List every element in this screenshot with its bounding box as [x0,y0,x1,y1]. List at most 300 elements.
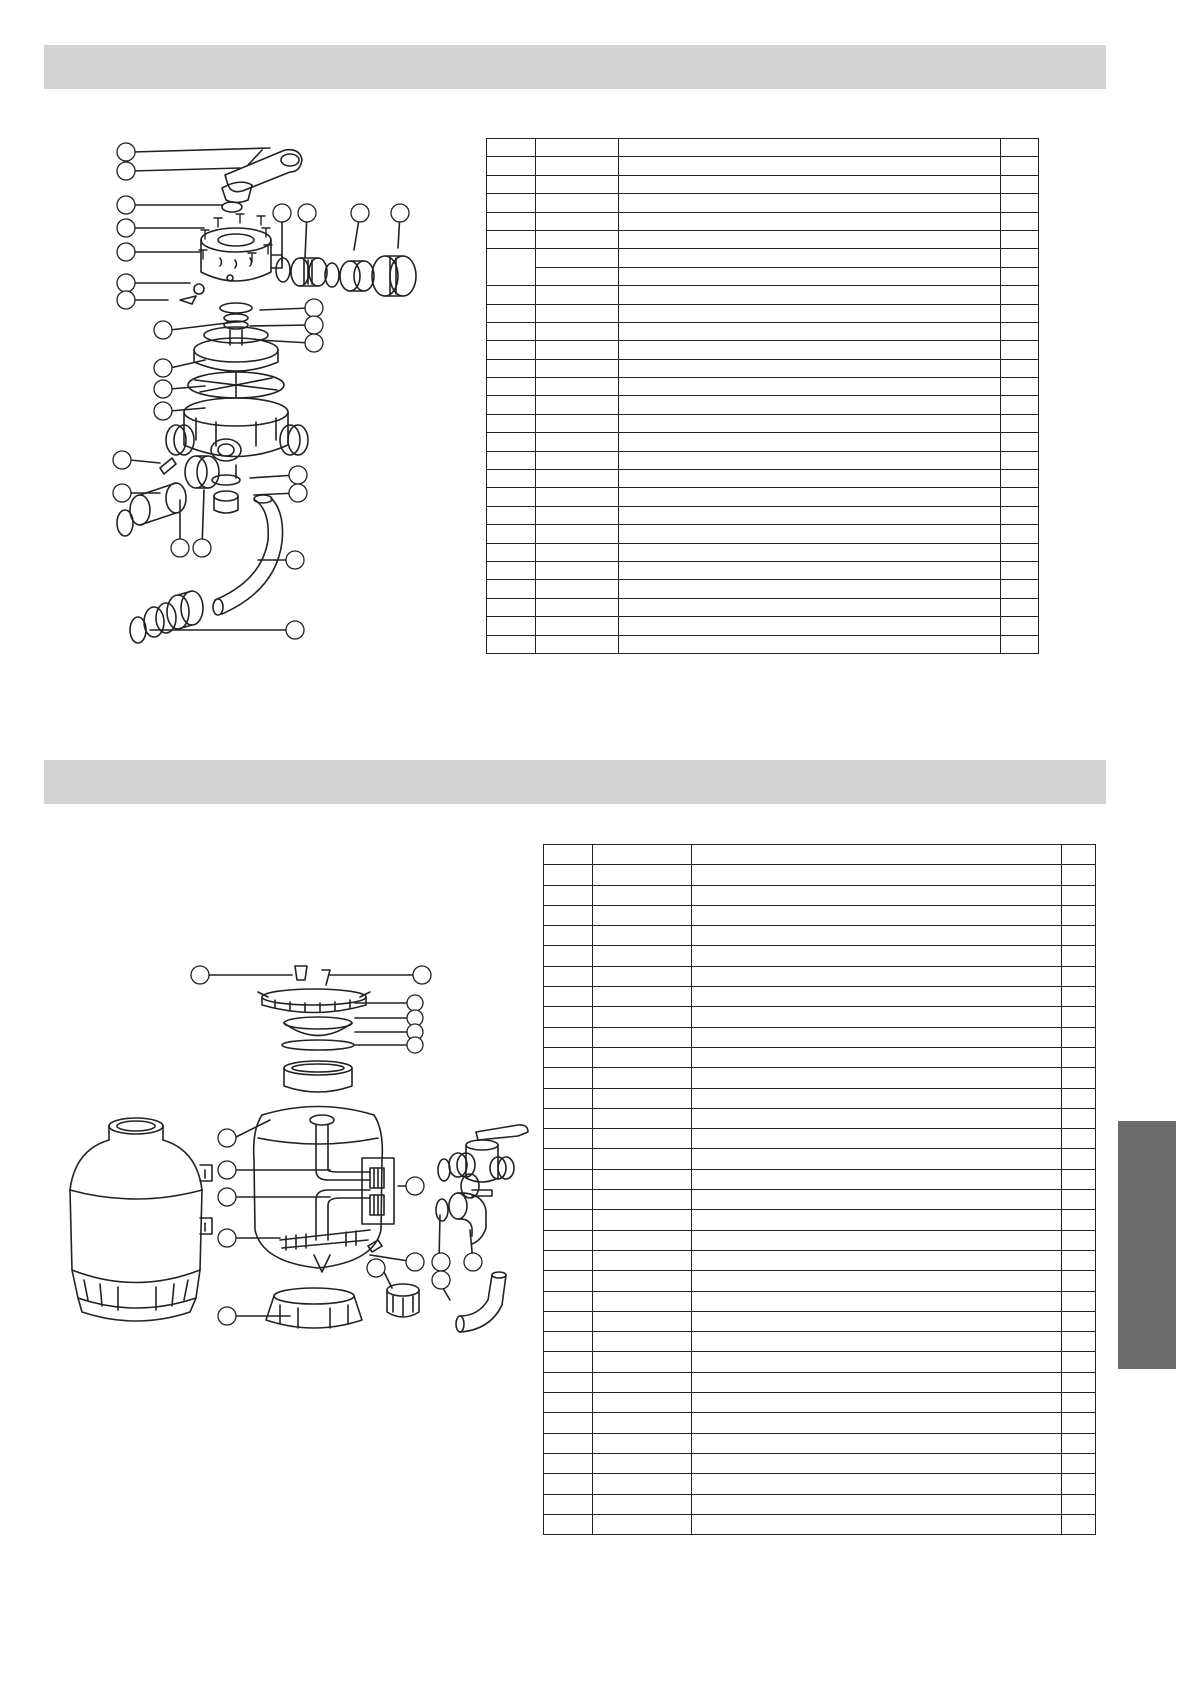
table-cell [691,1474,1062,1494]
table-cell [1001,157,1039,175]
table-cell [535,506,618,524]
table-cell [1001,506,1039,524]
oring-valve-1 [438,1159,450,1181]
tank-lid [258,989,370,1013]
table-header-row [544,845,1096,865]
table-cell [487,322,536,340]
table-cell [592,1068,691,1088]
table-cell [618,617,1001,635]
table-row [544,1007,1096,1027]
table-cell [618,598,1001,616]
table-row [544,1088,1096,1108]
table-cell [487,139,536,157]
table-row [487,341,1039,359]
table-cell [618,433,1001,451]
table-row [544,1169,1096,1189]
table-cell [592,905,691,925]
table-cell [1001,194,1039,212]
table-row [544,1372,1096,1392]
table-cell [618,304,1001,322]
table-row [487,175,1039,193]
table-cell [544,1149,593,1169]
table-cell [691,1149,1062,1169]
table-cell [1062,1129,1096,1149]
table-cell [487,470,536,488]
table-row [544,1190,1096,1210]
table-cell [691,946,1062,966]
table-cell [535,561,618,579]
table-cell [535,267,618,285]
table-cell [691,865,1062,885]
table-cell [592,1271,691,1291]
table-cell [544,1250,593,1270]
table-cell [535,488,618,506]
table-cell [691,1514,1062,1534]
leader-line [132,148,270,152]
table-cell [535,194,618,212]
table-cell [618,322,1001,340]
table-cell [535,322,618,340]
table-cell [544,1210,593,1230]
table-cell [535,230,618,248]
table-cell [535,139,618,157]
union-nut-right [372,256,416,296]
table-row [544,1494,1096,1514]
table-cell [544,1007,593,1027]
table-cell [691,1007,1062,1027]
table-cell [592,1372,691,1392]
table-row [544,1453,1096,1473]
table-row [544,1271,1096,1291]
table-cell [544,1088,593,1108]
table-cell [535,175,618,193]
table-cell [544,1271,593,1291]
table-cell [618,561,1001,579]
table-cell [1001,139,1039,157]
table-row [544,1250,1096,1270]
table-row [544,1514,1096,1534]
leader-line [170,408,205,411]
table-cell [691,926,1062,946]
table-cell [535,249,618,267]
table-cell [535,598,618,616]
table-cell [618,451,1001,469]
table-cell [535,451,618,469]
table-cell [592,1027,691,1047]
table-row [544,1311,1096,1331]
table-cell [544,1047,593,1067]
table-cell [487,635,536,653]
table-cell [535,414,618,432]
table-cell [691,1291,1062,1311]
table-cell [1062,1332,1096,1352]
table-row [487,230,1039,248]
table-cell [618,506,1001,524]
table-cell [691,1129,1062,1149]
table-cell [618,488,1001,506]
table-cell [592,987,691,1007]
table-row [487,433,1039,451]
table-row [544,1474,1096,1494]
table-row [544,1210,1096,1230]
table-row [487,194,1039,212]
table-cell [691,1230,1062,1250]
table-cell [592,1433,691,1453]
table-cell [535,580,618,598]
pipe-connector-right [340,261,374,291]
table-cell [1062,845,1096,865]
table-cell [592,1311,691,1331]
table-cell [592,1007,691,1027]
table-cell [691,1372,1062,1392]
table-cell [691,1047,1062,1067]
leader-line [132,168,240,171]
table-cell [1001,451,1039,469]
table-cell [544,1230,593,1250]
table-cell [535,341,618,359]
table-header-row [487,139,1039,157]
tank-body [254,1107,383,1269]
table-cell [592,1413,691,1433]
table-cell [618,359,1001,377]
table-cell [487,194,536,212]
table-row [487,414,1039,432]
table-cell [535,378,618,396]
table-cell [487,230,536,248]
table-cell [592,1047,691,1067]
oring-bottom [212,475,240,485]
table-cell [544,1332,593,1352]
parts-table-valve [486,138,1039,654]
table-cell [1001,488,1039,506]
table-cell [691,1027,1062,1047]
table-cell [487,378,536,396]
table-cell [487,617,536,635]
table-cell [544,885,593,905]
table-cell [1062,1474,1096,1494]
table-row [487,267,1039,285]
laterals-assembly [280,1125,370,1272]
table-row [544,1393,1096,1413]
table-row [544,966,1096,986]
table-cell [1001,433,1039,451]
table-cell [535,525,618,543]
table-row [544,1230,1096,1250]
table-row [544,885,1096,905]
table-cell [592,845,691,865]
tank-base [266,1288,362,1328]
table-cell [592,1250,691,1270]
table-cell [592,1453,691,1473]
table-cell [535,212,618,230]
table-cell [1001,378,1039,396]
table-cell [618,543,1001,561]
table-cell [691,1210,1062,1230]
table-cell [1001,580,1039,598]
table-row [487,561,1039,579]
table-row [487,249,1039,267]
table-cell [618,212,1001,230]
table-cell [1001,175,1039,193]
table-row [487,378,1039,396]
table-cell [1062,1230,1096,1250]
table-cell [487,561,536,579]
table-cell [592,966,691,986]
table-cell [592,946,691,966]
leader-line [130,460,160,463]
table-cell [1062,926,1096,946]
table-cell [691,1453,1062,1473]
table-cell [691,1352,1062,1372]
table-cell [1062,1453,1096,1473]
table-cell [618,175,1001,193]
table-cell [592,1352,691,1372]
filter-exploded-diagram [70,966,528,1332]
table-cell [691,1413,1062,1433]
bottom-connector [214,491,238,513]
table-row [544,905,1096,925]
table-cell [487,433,536,451]
table-cell [618,249,1001,267]
table-row [544,1068,1096,1088]
table-cell [1001,635,1039,653]
table-cell [1062,1271,1096,1291]
table-cell [1062,1169,1096,1189]
table-cell [592,1169,691,1189]
table-cell [1001,267,1039,285]
table-cell [1062,1047,1096,1067]
table-row [544,1413,1096,1433]
table-row [487,396,1039,414]
table-cell [1062,1393,1096,1413]
table-cell [618,580,1001,598]
table-row [544,1129,1096,1149]
table-cell [1062,946,1096,966]
table-cell [1062,1514,1096,1534]
lid-insert [284,1017,352,1036]
table-cell [1062,1088,1096,1108]
table-cell [1001,249,1039,267]
table-cell [618,341,1001,359]
table-cell [1062,1433,1096,1453]
table-cell [535,635,618,653]
table-row [544,1433,1096,1453]
table-row [487,543,1039,561]
pipe-connector-bottom [144,603,176,637]
table-cell [691,885,1062,905]
table-cell [618,470,1001,488]
table-cell [618,378,1001,396]
table-cell [1001,322,1039,340]
oring-valve-2 [436,1199,448,1221]
table-cell [487,304,536,322]
table-cell [544,865,593,885]
table-cell [618,157,1001,175]
table-cell [691,1169,1062,1189]
oring-right-1 [276,258,290,282]
internal-oring-1 [220,303,252,313]
table-cell [691,1108,1062,1128]
table-cell [487,212,536,230]
table-cell [592,1129,691,1149]
table-cell [544,905,593,925]
table-row [487,525,1039,543]
table-cell [1001,396,1039,414]
table-cell [691,1068,1062,1088]
table-row [487,488,1039,506]
table-cell [1062,885,1096,905]
leader-line [250,325,310,326]
table-row [487,617,1039,635]
oring-bottom-left [130,617,146,643]
table-cell [592,1514,691,1534]
table-cell [691,1433,1062,1453]
table-cell [691,845,1062,865]
table-row [544,1352,1096,1372]
table-cell [535,396,618,414]
table-cell [592,1210,691,1230]
table-row [487,157,1039,175]
table-cell [544,1494,593,1514]
table-cell [544,1393,593,1413]
table-cell [1062,1210,1096,1230]
table-cell [487,341,536,359]
table-cell [535,470,618,488]
table-row [487,580,1039,598]
table-row [544,1291,1096,1311]
table-cell [1062,1190,1096,1210]
table-cell [618,230,1001,248]
table-cell [487,414,536,432]
table-cell [592,865,691,885]
table-cell [535,304,618,322]
table-row [487,322,1039,340]
table-cell [1062,1250,1096,1270]
table-cell [1001,341,1039,359]
table-cell [1062,1068,1096,1088]
valve-exploded-diagram [113,143,416,643]
valve-cover [201,228,282,281]
table-cell [487,525,536,543]
lid-oring [282,1040,354,1050]
parts-table-filter [543,844,1096,1535]
table-cell [592,885,691,905]
oring-left [117,510,133,536]
table-cell [691,1332,1062,1352]
table-row [544,987,1096,1007]
table-cell [535,359,618,377]
table-cell [592,1332,691,1352]
table-row [544,1108,1096,1128]
gauge-port [194,284,204,294]
table-cell [487,488,536,506]
table-cell [1062,1352,1096,1372]
table-cell [1001,230,1039,248]
table-cell [1062,1007,1096,1027]
table-cell [1001,561,1039,579]
table-cell [592,1494,691,1514]
drain-fitting [368,1240,382,1252]
table-cell [1001,414,1039,432]
table-cell [592,1149,691,1169]
leader-line [234,1120,270,1138]
multiport-valve-assembled [449,1125,528,1198]
air-release-valve [295,966,330,985]
table-cell [618,267,1001,285]
table-cell [1001,359,1039,377]
table-row [544,1332,1096,1352]
table-cell [544,1108,593,1128]
table-cell [544,1190,593,1210]
table-cell [544,1352,593,1372]
valve-shaft-oring [222,202,242,212]
table-cell [535,543,618,561]
table-cell [1062,987,1096,1007]
leader-line [260,308,310,310]
table-cell [544,845,593,865]
table-row [487,506,1039,524]
table-cell [1062,1291,1096,1311]
table-cell [691,1250,1062,1270]
table-cell [1062,1027,1096,1047]
table-row [487,359,1039,377]
table-cell [1001,617,1039,635]
table-row [487,451,1039,469]
table-cell [1062,1311,1096,1331]
table-cell [487,506,536,524]
table-cell [544,966,593,986]
table-cell [544,1514,593,1534]
table-cell [1062,905,1096,925]
table-cell [535,157,618,175]
table-cell [544,1413,593,1433]
table-cell [1062,865,1096,885]
table-cell [592,1230,691,1250]
table-cell [592,1291,691,1311]
table-cell [618,525,1001,543]
drain-plug [180,296,196,304]
table-cell [487,543,536,561]
table-cell [535,617,618,635]
table-cell [691,1311,1062,1331]
valve-handle [225,150,302,192]
table-cell [535,286,618,304]
table-cell [544,1474,593,1494]
table-cell [691,1088,1062,1108]
table-cell [535,433,618,451]
table-cell [1001,286,1039,304]
table-cell [1001,304,1039,322]
table-cell [618,414,1001,432]
table-cell [544,1169,593,1189]
table-cell [592,926,691,946]
pipe-adapter-left [130,483,186,525]
callout-markers-filter [191,966,482,1325]
table-cell [618,286,1001,304]
table-cell [592,1190,691,1210]
table-cell [487,598,536,616]
valve-handle-grip [281,154,299,166]
table-cell [487,451,536,469]
table-cell [544,1311,593,1331]
union-nut-bottom [167,591,203,629]
table-row [544,946,1096,966]
table-cell [544,1129,593,1149]
table-cell [487,175,536,193]
table-cell [592,1088,691,1108]
table-cell [1062,1494,1096,1514]
table-cell [691,905,1062,925]
